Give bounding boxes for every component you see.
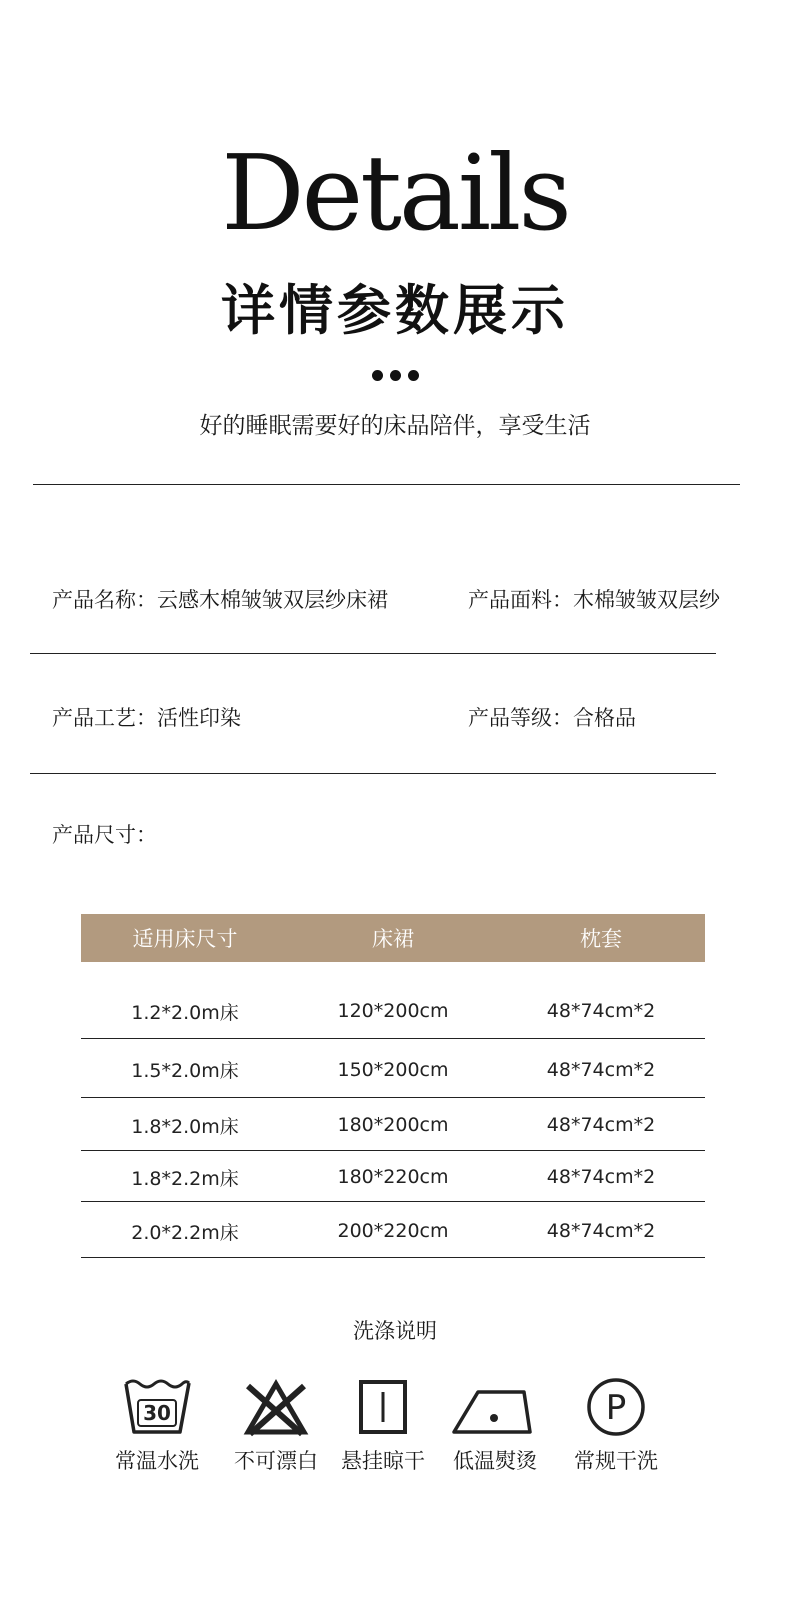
care-item-low-iron — [435, 1376, 555, 1476]
care-label: 常温水洗 — [115, 1449, 199, 1473]
product-fabric: 产品面料：木棉皱皱双层纱 — [468, 588, 720, 612]
hang-dry-icon — [347, 1376, 419, 1438]
table-row — [81, 1042, 705, 1097]
dry-clean-p-icon — [580, 1376, 652, 1438]
care-item-dry-clean — [556, 1376, 676, 1476]
param-divider — [30, 653, 716, 654]
dots-divider — [0, 370, 790, 381]
header-bed-size: 适用床尺寸 — [132, 927, 238, 951]
cell-bed-skirt: 150*200cm — [337, 1058, 449, 1081]
low-iron-icon — [450, 1376, 540, 1438]
care-label: 常规干洗 — [574, 1449, 658, 1473]
dry-clean-letter: P — [605, 1388, 627, 1428]
section-divider — [33, 484, 740, 485]
cell-bed-size: 2.0*2.2m床 — [131, 1221, 239, 1244]
table-row — [81, 984, 705, 1038]
care-item-wash — [97, 1376, 217, 1476]
cell-bed-skirt: 180*220cm — [337, 1166, 449, 1188]
cell-pillowcase: 48*74cm*2 — [546, 1000, 656, 1022]
cell-bed-skirt: 200*220cm — [337, 1220, 449, 1242]
param-divider — [30, 773, 716, 774]
care-title: 洗涤说明 — [353, 1319, 437, 1343]
table-row — [81, 1205, 705, 1257]
row-divider — [81, 1257, 705, 1258]
row-divider — [81, 1201, 705, 1202]
dot — [372, 370, 383, 381]
title-english: Details — [221, 132, 569, 254]
table-row — [81, 1153, 705, 1201]
product-size-label: 产品尺寸： — [52, 823, 157, 847]
dot — [390, 370, 401, 381]
care-label: 不可漂白 — [234, 1449, 318, 1473]
row-divider — [81, 1038, 705, 1039]
subtitle: 好的睡眠需要好的床品陪伴，享受生活 — [199, 413, 591, 439]
wash-30-icon — [121, 1376, 193, 1438]
cell-pillowcase: 48*74cm*2 — [546, 1166, 656, 1188]
cell-bed-skirt: 180*200cm — [337, 1114, 449, 1136]
row-divider — [81, 1097, 705, 1098]
cell-pillowcase: 48*74cm*2 — [546, 1220, 656, 1242]
title-chinese: 详情参数展示 — [221, 279, 569, 342]
product-grade: 产品等级：合格品 — [468, 706, 636, 730]
cell-bed-size: 1.2*2.0m床 — [131, 1001, 239, 1024]
care-label: 悬挂晾干 — [341, 1449, 425, 1473]
dot — [408, 370, 419, 381]
table-row — [81, 1100, 705, 1150]
header-bed-skirt: 床裙 — [372, 927, 414, 951]
no-bleach-icon — [240, 1376, 312, 1438]
care-label: 低温熨烫 — [453, 1449, 537, 1473]
cell-pillowcase: 48*74cm*2 — [546, 1058, 656, 1081]
size-table-header — [81, 914, 705, 962]
cell-pillowcase: 48*74cm*2 — [546, 1114, 656, 1136]
cell-bed-size: 1.8*2.2m床 — [131, 1167, 239, 1190]
care-item-hang-dry — [323, 1376, 443, 1476]
care-item-no-bleach — [216, 1376, 336, 1476]
row-divider — [81, 1150, 705, 1151]
wash-temperature: 30 — [143, 1401, 171, 1425]
cell-bed-skirt: 120*200cm — [337, 1000, 449, 1022]
cell-bed-size: 1.8*2.0m床 — [131, 1115, 239, 1138]
product-name: 产品名称：云感木棉皱皱双层纱床裙 — [52, 588, 388, 612]
product-craft: 产品工艺：活性印染 — [52, 706, 241, 730]
cell-bed-size: 1.5*2.0m床 — [131, 1060, 239, 1082]
header-pillowcase: 枕套 — [580, 927, 622, 951]
